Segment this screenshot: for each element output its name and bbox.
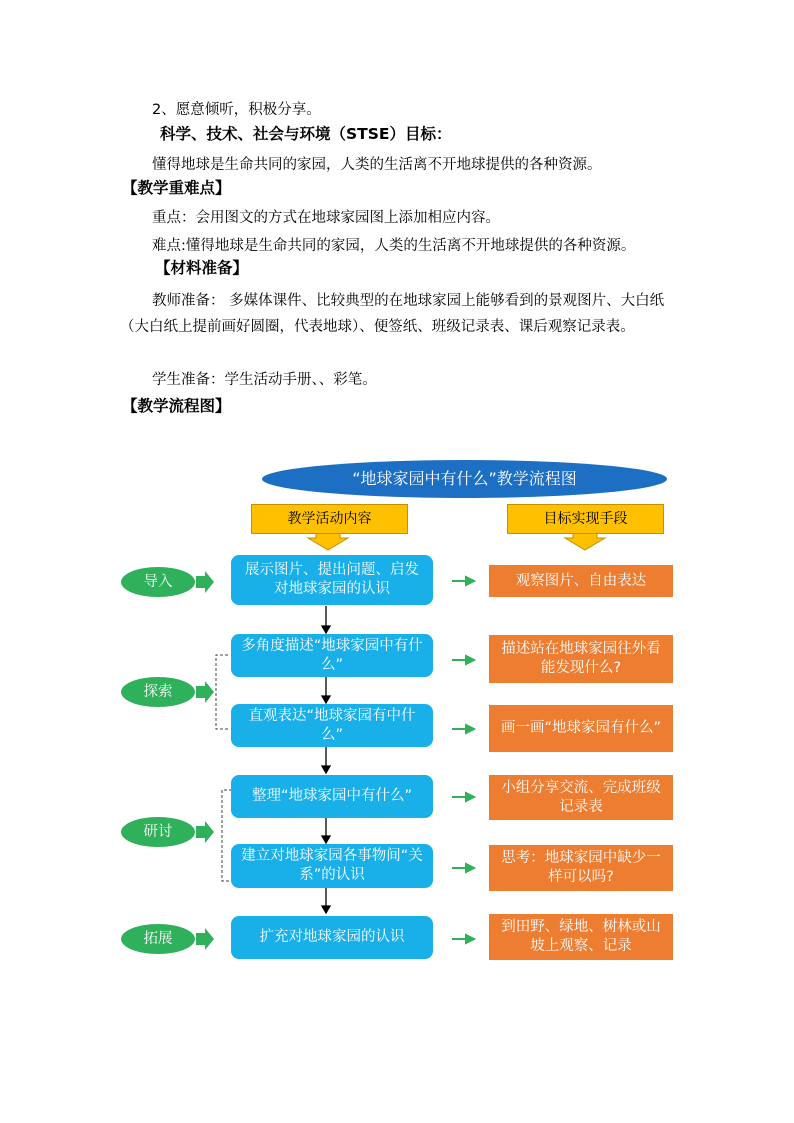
stage-extend: 拓展 <box>121 924 195 954</box>
means-box-3: 画一画“地球家园有什么” <box>489 705 673 752</box>
stage-explore: 探索 <box>121 677 195 707</box>
hard-point: 难点:懂得地球是生命共同的家园，人类的生活离不开地球提供的各种资源。 <box>152 238 636 254</box>
activity-box-6: 扩充对地球家园的认识 <box>231 916 433 959</box>
means-box-4: 小组分享交流、完成班级记录表 <box>489 775 673 820</box>
goal-item-2: 2、愿意倾听，积极分享。 <box>152 102 321 118</box>
means-box-6: 到田野、绿地、树林或山坡上观察、记录 <box>489 914 673 960</box>
stse-heading: 科学、技术、社会与环境（STSE）目标： <box>160 125 452 143</box>
header-left-arrow <box>308 532 348 550</box>
key-point: 重点：会用图文的方式在地球家园图上添加相应内容。 <box>152 210 500 226</box>
header-right-arrow <box>565 532 605 550</box>
means-box-2: 描述站在地球家园往外看能发现什么? <box>489 635 673 683</box>
teacher-prep: 教师准备： 多媒体课件、比较典型的在地球家园上能够看到的景观图片、大白纸（大白纸上提前画好圆圈，代表地球）、便签纸、班级记录表、课后观察记录表。 <box>120 293 665 335</box>
difficulty-heading: 【教学重难点】 <box>122 179 231 197</box>
activity-box-5: 建立对地球家园各事物间“关系”的认识 <box>231 844 433 888</box>
materials-heading: 【材料准备】 <box>155 259 249 277</box>
stage-intro: 导入 <box>121 567 195 597</box>
green-arrows <box>452 577 474 943</box>
activity-box-2: 多角度描述“地球家园中有什么” <box>231 634 433 677</box>
means-box-1: 观察图片、自由表达 <box>489 565 673 597</box>
activity-box-4: 整理“地球家园中有什么” <box>231 775 433 818</box>
stage-arrows <box>196 571 214 950</box>
header-activities: 教学活动内容 <box>251 504 408 534</box>
activity-box-1: 展示图片、提出问题、启发对地球家园的认识 <box>231 555 433 605</box>
flowchart-title: “地球家园中有什么”教学流程图 <box>262 460 667 498</box>
student-prep: 学生准备：学生活动手册、、彩笔。 <box>152 372 377 388</box>
means-box-5: 思考：地球家园中缺少一样可以吗? <box>489 845 673 891</box>
activity-box-3: 直观表达“地球家园有中什么” <box>231 704 433 747</box>
header-means: 目标实现手段 <box>507 504 664 534</box>
stse-text: 懂得地球是生命共同的家园，人类的生活离不开地球提供的各种资源。 <box>152 157 602 173</box>
flow-heading: 【教学流程图】 <box>122 397 231 415</box>
stage-discuss: 研讨 <box>121 817 195 847</box>
dashed-brackets <box>216 655 232 881</box>
